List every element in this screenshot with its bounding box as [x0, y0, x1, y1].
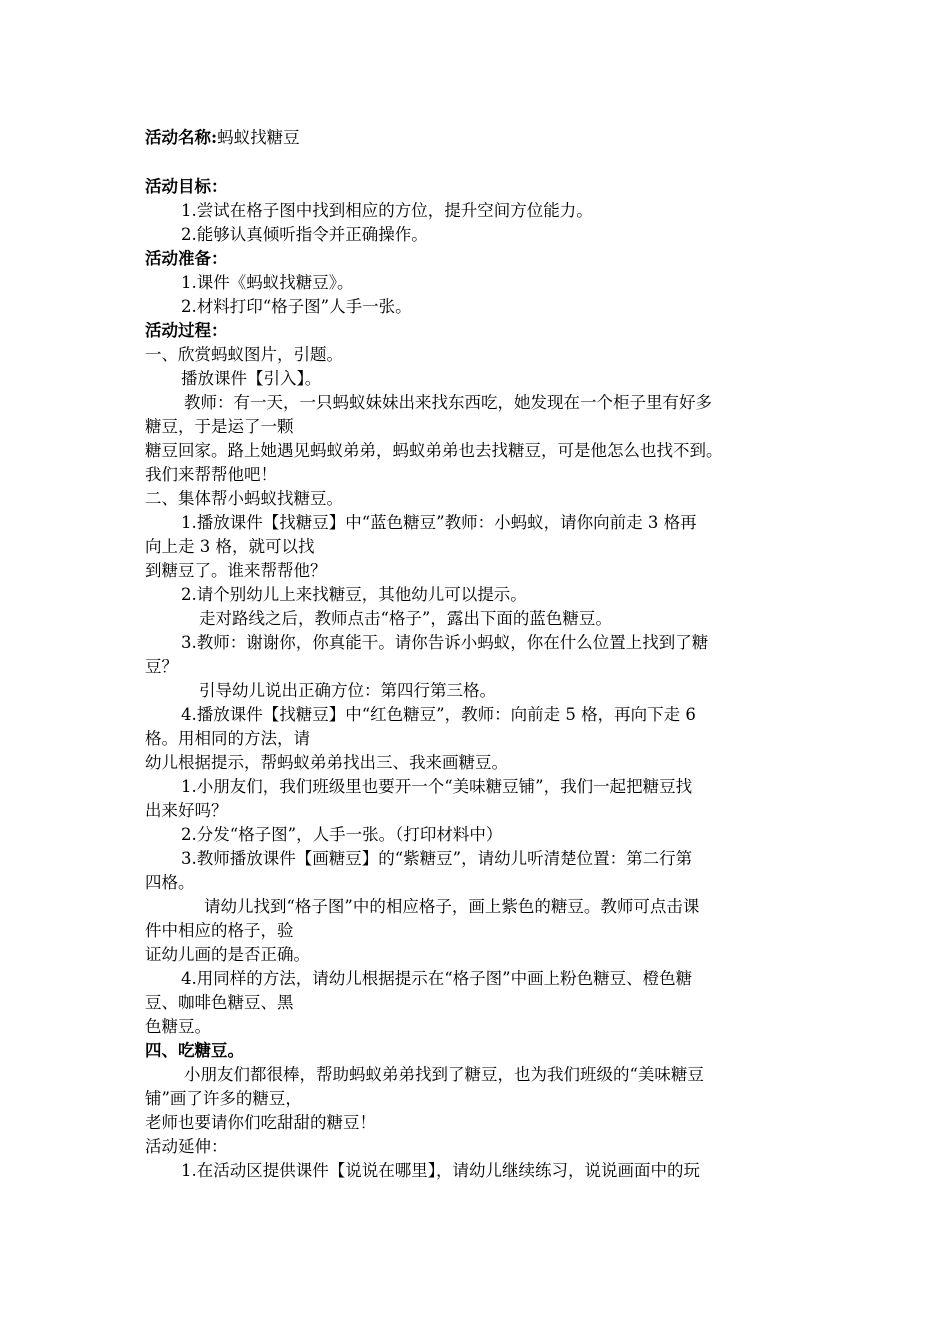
paragraph-line: 4.用同样的方法，请幼儿根据提示在“格子图”中画上粉色糖豆、橙色糖	[181, 969, 693, 988]
spacer	[145, 150, 825, 175]
prep-item: 1.课件《蚂蚁找糖豆》。	[181, 273, 354, 292]
paragraph-line: 2.请个别幼儿上来找糖豆，其他幼儿可以提示。	[181, 585, 527, 604]
goal-item: 2.能够认真倾听指令并正确操作。	[181, 225, 428, 244]
paragraph-line: 引导幼儿说出正确方位：第四行第三格。	[199, 681, 496, 700]
paragraph-line: 件中相应的格子，验	[145, 921, 294, 940]
section-heading: 二、集体帮小蚂蚁找糖豆。	[145, 489, 343, 508]
paragraph-line: 色糖豆。	[145, 1017, 211, 1036]
document-body	[145, 126, 825, 1183]
paragraph-line: 四格。	[145, 873, 195, 892]
paragraph-line: 向上走 3 格，就可以找	[145, 537, 315, 556]
section-heading: 一、欣赏蚂蚁图片，引题。	[145, 345, 343, 364]
paragraph-line: 我们来帮帮他吧！	[145, 465, 277, 484]
goals-heading: 活动目标：	[145, 177, 228, 196]
paragraph-line: 走对路线之后，教师点击“格子”，露出下面的蓝色糖豆。	[199, 609, 612, 628]
paragraph-line: 1.在活动区提供课件【说说在哪里】，请幼儿继续练习，说说画面中的玩	[181, 1161, 700, 1180]
title-value: 蚂蚁找糖豆	[217, 128, 300, 147]
paragraph-line: 播放课件【引入】。	[181, 369, 322, 388]
paragraph-line: 3.教师播放课件【画糖豆】的“紫糖豆”，请幼儿听清楚位置：第二行第	[181, 849, 693, 868]
paragraph-line: 格。用相同的方法，请	[145, 729, 310, 748]
process-heading: 活动过程：	[145, 321, 228, 340]
paragraph-line: 豆？	[145, 657, 178, 676]
paragraph-line: 幼儿根据提示，帮蚂蚁弟弟找出三、我来画糖豆。	[145, 753, 508, 772]
paragraph-line: 老师也要请你们吃甜甜的糖豆！	[145, 1113, 376, 1132]
paragraph-line: 铺”画了许多的糖豆，	[145, 1089, 302, 1108]
paragraph-line: 到糖豆了。谁来帮帮他？	[145, 561, 327, 580]
paragraph-line: 糖豆，于是运了一颗	[145, 417, 294, 436]
paragraph-line: 请幼儿找到“格子图”中的相应格子，画上紫色的糖豆。教师可点击课	[204, 897, 700, 916]
prep-item: 2.材料打印“格子图”人手一张。	[181, 297, 412, 316]
paragraph-line: 2.分发“格子图”，人手一张。（打印材料中）	[181, 825, 503, 844]
paragraph-line: 糖豆回家。路上她遇见蚂蚁弟弟，蚂蚁弟弟也去找糖豆，可是他怎么也找不到。	[145, 441, 723, 460]
paragraph-line: 教师：有一天，一只蚂蚁妹妹出来找东西吃，她发现在一个柜子里有好多	[184, 393, 712, 412]
paragraph-line: 4.播放课件【找糖豆】中“红色糖豆”，教师：向前走 5 格，再向下走 6	[181, 705, 696, 724]
activity-title	[145, 126, 825, 150]
section-heading: 四、吃糖豆。	[145, 1041, 244, 1060]
paragraph-line: 1.播放课件【找糖豆】中“蓝色糖豆”教师：小蚂蚁，请你向前走 3 格再	[181, 513, 697, 532]
prep-heading: 活动准备：	[145, 249, 228, 268]
paragraph-line: 1.小朋友们，我们班级里也要开一个“美味糖豆铺”，我们一起把糖豆找	[181, 777, 693, 796]
goal-item: 1.尝试在格子图中找到相应的方位，提升空间方位能力。	[181, 201, 593, 220]
paragraph-line: 豆、咖啡色糖豆、黑	[145, 993, 294, 1012]
paragraph-line: 小朋友们都很棒，帮助蚂蚁弟弟找到了糖豆，也为我们班级的“美味糖豆	[184, 1065, 704, 1084]
paragraph-line: 3.教师：谢谢你，你真能干。请你告诉小蚂蚁，你在什么位置上找到了糖	[181, 633, 709, 652]
paragraph-line: 出来好吗？	[145, 801, 228, 820]
extension-heading: 活动延伸：	[145, 1137, 228, 1156]
title-label: 活动名称:	[145, 128, 218, 147]
paragraph-line: 证幼儿画的是否正确。	[145, 945, 310, 964]
